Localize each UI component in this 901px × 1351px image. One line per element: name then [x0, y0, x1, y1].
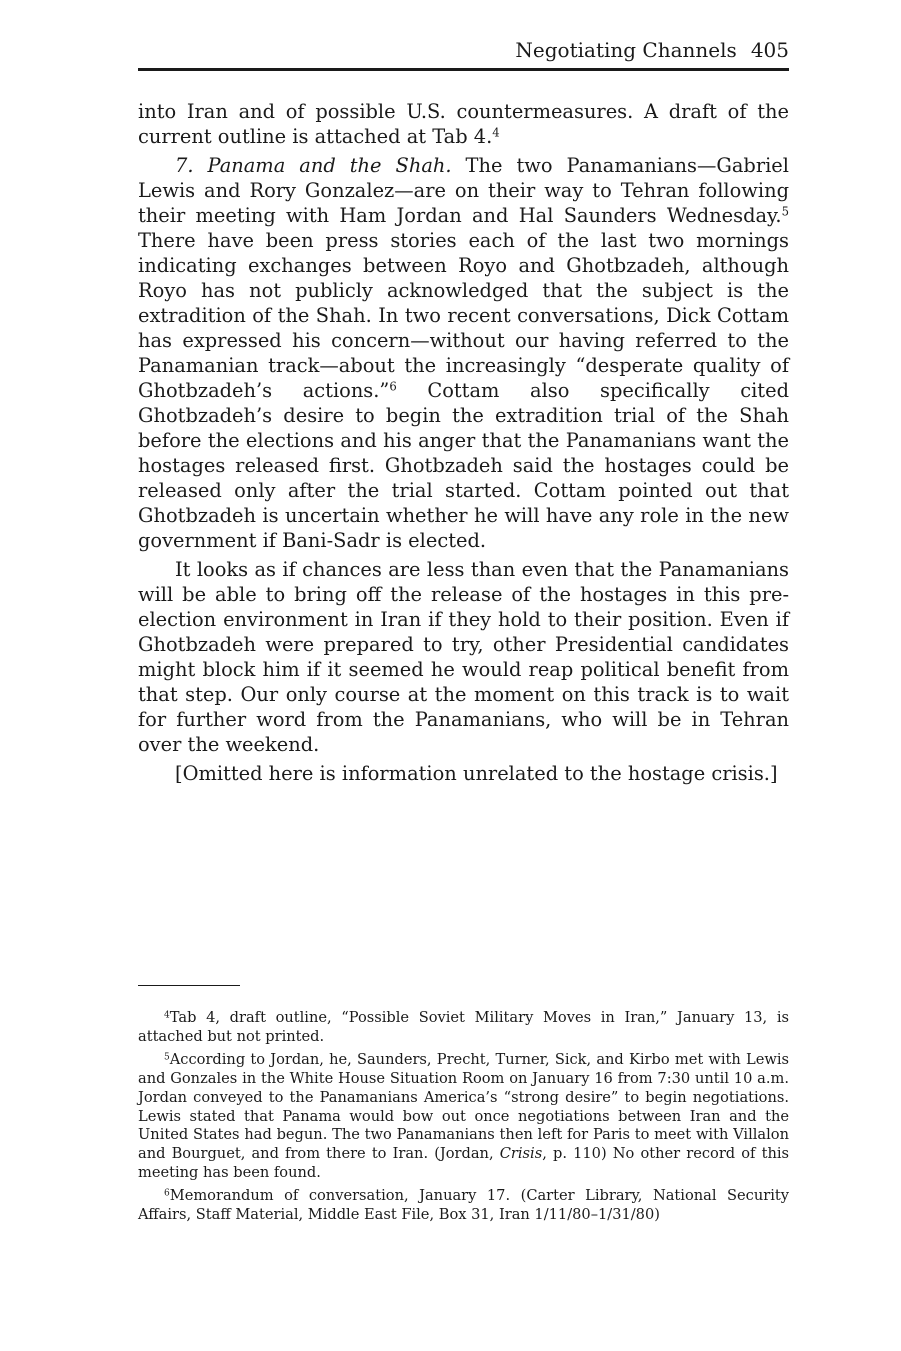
footnotes	[138, 1009, 789, 1229]
footnote-ref-6[interactable]: 6	[389, 379, 397, 394]
footnote-5-number: 5	[164, 1052, 170, 1063]
header-rule	[138, 68, 789, 71]
footnote-5-italic-title: Crisis	[499, 1145, 543, 1163]
footnote-ref-5[interactable]: 5	[781, 204, 789, 219]
paragraph-1-text: into Iran and of possible U.S. countermeasures. A draft of the current outline is attached at Tab 4.	[138, 100, 789, 148]
body-text	[138, 99, 789, 790]
footnote-6-number: 6	[164, 1188, 170, 1199]
footnote-4-number: 4	[164, 1010, 170, 1021]
footnote-ref-4[interactable]: 4	[492, 125, 500, 140]
paragraph-2-text-c: Cottam also specifically cited Ghotbzadeh’s desire to begin the extradition trial of the Shah before the elections and his anger that the Panamanians want the hostages released first. Ghotbzadeh said the hostages could be released only after the trial started. Cottam pointed out that Ghotbzadeh is uncertain whether he will have any role in the new government if Bani-Sadr is elected.	[138, 379, 789, 552]
paragraph-2-text-a: The two Panamanians—Gabriel Lewis and Rory Gonzalez—are on their way to Tehran following their meeting with Ham Jordan and Hal Saunders Wednesday.	[138, 154, 789, 227]
page-number: 405	[750, 38, 789, 62]
running-head-title: Negotiating Channels	[515, 38, 737, 62]
footnote-6	[138, 1187, 789, 1225]
footnote-5-text-b: , p. 110) No other record of this meeting has been found.	[138, 1145, 790, 1182]
paragraph-1	[138, 99, 789, 149]
footnote-5	[138, 1051, 789, 1183]
footnote-4	[138, 1009, 789, 1047]
paragraph-3: It looks as if chances are less than even that the Panamanians will be able to bring off the release of the hostages in this pre-election environment in Iran if they hold to their position. Even if Ghotbzadeh were prepared to try, other Presidential candidates might block him if it seemed he would reap political benefit from that step. Our only course at the moment on this track is to wait for further word from the Panamanians, who will be in Tehran over the weekend.	[138, 558, 789, 756]
footnote-4-text: Tab 4, draft outline, “Possible Soviet Military Moves in Iran,” January 13, is attached but not printed.	[138, 1009, 789, 1045]
running-head	[515, 37, 789, 63]
footnote-6-text: Memorandum of conversation, January 17. (Carter Library, National Security Affairs, Staff Material, Middle East File, Box 31, Iran 1/11/80–1/31/80)	[138, 1187, 789, 1224]
paragraph-2-heading: 7. Panama and the Shah.	[175, 154, 452, 177]
footnote-rule	[138, 985, 240, 986]
footnote-5-text-a: According to Jordan, he, Saunders, Precht, Turner, Sick, and Kirbo met with Lewis and Gonzales in the White House Situation Room on January 16 from 7:30 until 10 a.m. Jordan conveyed to the Panamanians America’s “strong desire” to begin negotiations. Lewis stated that Panama would bow out once negotiations between Iran and the United States had begun. The two Panamanians then left for Paris to meet with Villalon and Bourguet, and from there to Iran. (Jordan,	[138, 1050, 789, 1163]
paragraph-2	[138, 153, 789, 553]
paragraph-2-text-b: There have been press stories each of the last two mornings indicating exchanges between Royo and Ghotbzadeh, although Royo has not publicly acknowledged that the subject is the extradition of the Shah. In two recent conversations, Dick Cottam has expressed his concern—without our having referred to the Panamanian track—about the increasingly “desperate quality of Ghotbzadeh’s actions.”	[138, 229, 789, 402]
paragraph-4-editorial-note: [Omitted here is information unrelated to the hostage crisis.]	[175, 762, 778, 785]
